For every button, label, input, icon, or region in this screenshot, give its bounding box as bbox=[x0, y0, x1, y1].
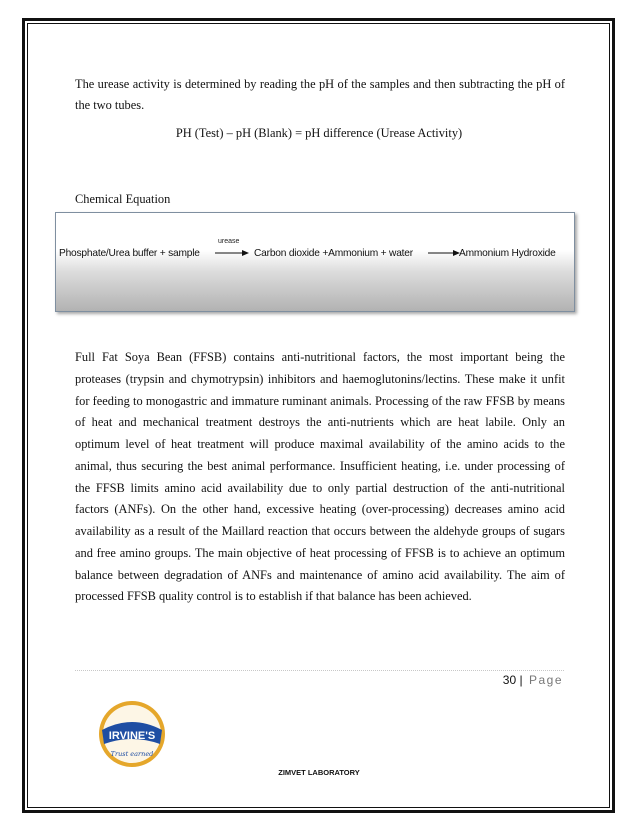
irvines-logo bbox=[96, 700, 168, 772]
page-number-separator: | bbox=[519, 673, 523, 687]
chemical-equation-heading: Chemical Equation bbox=[75, 192, 171, 206]
page-number-value: 30 bbox=[502, 673, 517, 687]
main-paragraph: Full Fat Soya Bean (FFSB) contains anti-nutritional factors, the most important being the proteases (trypsin and chymotrypsin) inhibitors and haemoglutonins/lectins. These make it unfit for feeding to monogastric and immature ruminant animals. Processing of the raw FFSB by means of heat and mechanical treatment destroys the anti-nutrients which are heat labile. Only an optimum level of heat treatment will produce maximal availability of the amino acids to the animal, thus securing the best animal performance. Insufficient heating, i.e. under processing of the FFSB limits amino acid availability due to only partial destruction of the anti-nutritional factors (ANFs). On the other hand, excessive heating (over-processing) decreases amino acid availability as a result of the Maillard reaction that occurs between the aldehyde groups of sugars and free amino groups. The main objective of heat processing of FFSB is to achieve an optimum balance between degradation of ANFs and maintenance of amino acid availability. The aim of processed FFSB quality control is to establish if that balance has been achieved. bbox=[75, 350, 565, 604]
page-word: Page bbox=[528, 673, 563, 687]
ph-equation: PH (Test) – pH (Blank) = pH difference (Urease Activity) bbox=[175, 126, 463, 140]
page-number bbox=[503, 673, 563, 687]
chemical-equation-box bbox=[55, 212, 575, 312]
final-product-text: Ammonium Hydroxide bbox=[459, 248, 556, 259]
reactants-text: Phosphate/Urea buffer + sample bbox=[59, 248, 200, 259]
products-text: Carbon dioxide +Ammonium + water bbox=[254, 248, 413, 259]
intro-paragraph: The urease activity is determined by reading the pH of the samples and then subtracting the pH of the two tubes. bbox=[75, 77, 565, 112]
enzyme-label: urease bbox=[218, 238, 240, 245]
reaction-arrow-icon bbox=[428, 249, 460, 257]
reaction-arrow-icon bbox=[215, 249, 249, 257]
logo-tagline: Trust earned bbox=[110, 750, 154, 758]
lab-name: ZIMVET LABORATORY bbox=[278, 768, 360, 777]
logo-text: IRVINE'S bbox=[108, 730, 156, 742]
footer-divider bbox=[75, 670, 564, 671]
